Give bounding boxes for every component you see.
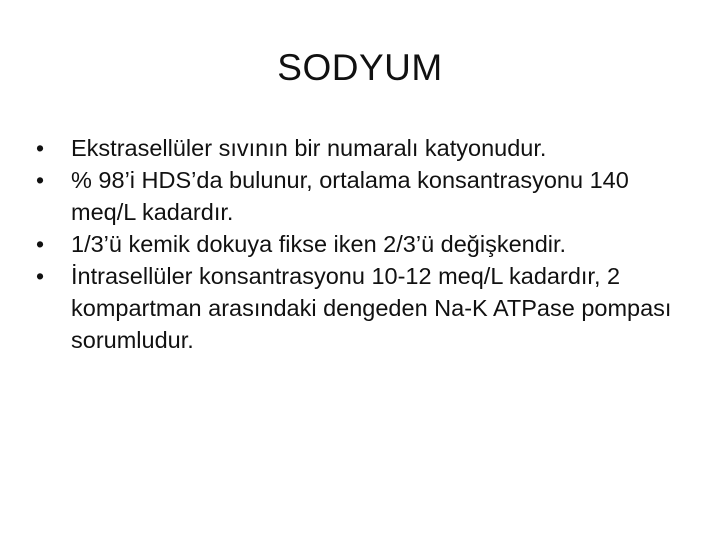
bullet-text: 1/3’ü kemik dokuya fikse iken 2/3’ü değişkendir. xyxy=(71,231,567,257)
bullet-icon: • xyxy=(36,263,45,289)
bullet-icon: • xyxy=(36,231,45,257)
bullet-text: Ekstrasellüler sıvının bir numaralı katyonudur. xyxy=(71,135,547,161)
bullet-list xyxy=(36,132,686,356)
bullet-icon: • xyxy=(36,135,45,161)
bullet-icon: • xyxy=(36,167,45,193)
bullet-text: % 98’i HDS’da bulunur, ortalama konsantrasyonu 140 meq/L kadardır. xyxy=(71,167,629,225)
bullet-item xyxy=(36,228,686,260)
slide-title: SODYUM xyxy=(277,47,443,88)
bullet-text: İntrasellüler konsantrasyonu 10-12 meq/L kadardır, 2 kompartman arasındaki dengeden Na-K ATPase pompası sorumludur. xyxy=(71,263,672,353)
bullet-item xyxy=(36,132,686,164)
bullet-item xyxy=(36,260,686,356)
bullet-item xyxy=(36,164,686,228)
